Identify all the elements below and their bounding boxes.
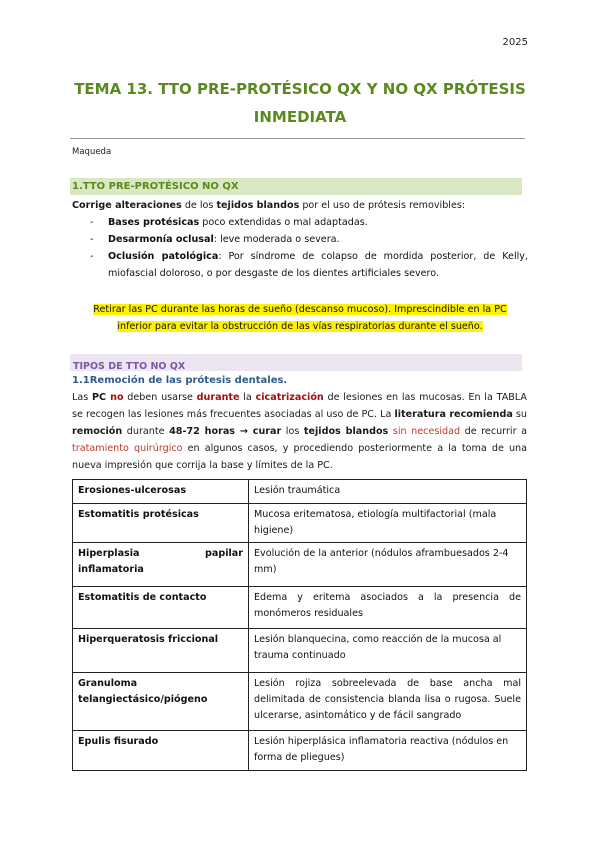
body-text: la — [239, 392, 256, 403]
table-row — [73, 629, 527, 673]
body-emphasis: no — [106, 392, 124, 403]
table-row — [73, 587, 527, 629]
body-bold: remoción — [72, 426, 123, 437]
list-item-text: : leve moderada o severa. — [213, 234, 340, 245]
description-cell: Edema y eritema asociados a la presencia de monómeros residuales — [249, 587, 527, 629]
intro-bold-1: Corrige alteraciones — [72, 200, 182, 211]
intro-text-2: por el uso de prótesis removibles: — [299, 200, 466, 211]
table-row — [73, 731, 527, 771]
lesion-text: Hiperplasia — [78, 548, 140, 559]
description-cell: Lesión rojiza sobreelevada de base ancha mal delimitada de consistencia blanda lisa o rugosa. Suele ulcerarse, asintomático y de fácil sangrado — [249, 673, 527, 731]
header-year: 2025 — [502, 37, 528, 48]
description-cell: Mucosa eritematosa, etiología multifactorial (mala higiene) — [249, 504, 527, 543]
title-divider — [70, 138, 525, 139]
body-text: su — [512, 409, 527, 420]
lesion-text: Granuloma — [78, 678, 138, 689]
lesion-cell: Hiperqueratosis friccional — [73, 629, 249, 673]
section-heading-tipos — [70, 354, 522, 371]
highlighted-note — [80, 301, 520, 335]
body-bold: tejidos blandos — [303, 426, 389, 437]
body-text: en algunos casos, y procediendo posteriormente a la toma de una nueva impresión que corrija la base y límites de la PC. — [72, 443, 528, 471]
lesion-text: telangiectásico/piógeno — [78, 694, 208, 705]
body-bold: PC — [91, 392, 107, 403]
list-item — [88, 231, 528, 248]
body-text: durante — [122, 426, 170, 437]
table-row — [73, 543, 527, 587]
subsection-heading: 1.1Remoción de las prótesis dentales. — [72, 375, 288, 386]
table-row — [73, 504, 527, 543]
list-item-text: poco extendidas o mal adaptadas. — [199, 217, 368, 228]
lesion-cell: Estomatitis protésicas — [73, 504, 249, 543]
body-emphasis: durante — [196, 392, 240, 403]
table-row — [73, 480, 527, 504]
description-cell: Lesión hiperplásica inflamatoria reactiva (nódulos en forma de pliegues) — [249, 731, 527, 771]
author-name: Maqueda — [72, 147, 112, 157]
lesion-cell — [73, 673, 249, 731]
list-item-text: : Por síndrome de colapso de mordida posterior, de Kelly, miofascial doloroso, o por desgaste de los dientes artificiales severo. — [108, 251, 528, 279]
body-emphasis: cicatrización — [255, 392, 324, 403]
body-text: de recurrir a — [460, 426, 527, 437]
body-bold: literatura recomienda — [394, 409, 513, 420]
lesion-cell: Erosiones-ulcerosas — [73, 480, 249, 504]
body-red: sin necesidad — [392, 426, 461, 437]
list-item — [88, 214, 528, 231]
lesion-text: papilar — [205, 548, 243, 559]
lesion-text: inflamatoria — [78, 564, 144, 575]
body-text: Las — [72, 392, 92, 403]
lesion-cell: Estomatitis de contacto — [73, 587, 249, 629]
list-item-term: Oclusión patológica — [108, 251, 219, 262]
intro-text-1: de los — [181, 200, 217, 211]
description-cell: Lesión blanquecina, como reacción de la mucosa al trauma continuado — [249, 629, 527, 673]
list-item-term: Bases protésicas — [108, 217, 200, 228]
section-heading-no-qx: 1.TTO PRE-PROTÉSICO NO QX — [70, 178, 522, 195]
lesion-cell: Epulis fisurado — [73, 731, 249, 771]
list-item-term: Desarmonía oclusal — [108, 234, 214, 245]
highlight-line-1: Retirar las PC durante las horas de sueño (descanso mucoso). Imprescindible en la PC — [93, 304, 507, 315]
description-cell: Evolución de la anterior (nódulos aframbuesados 2-4 mm) — [249, 543, 527, 587]
section-intro — [72, 197, 527, 214]
body-text: de lesiones en las mucosas. En la TABLA se recogen las lesiones más frecuentes asociadas al uso de PC. La — [72, 392, 527, 420]
page-title: TEMA 13. TTO PRE-PROTÉSICO QX Y NO QX PRÓTESIS INMEDIATA — [74, 80, 526, 126]
highlight-line-2: inferior para evitar la obstrucción de las vías respiratorias durante el sueño. — [117, 321, 483, 332]
body-text: los — [281, 426, 304, 437]
lesion-cell — [73, 543, 249, 587]
intro-bold-2: tejidos blandos — [216, 200, 300, 211]
list-item — [88, 248, 528, 282]
body-bold: 48-72 horas → curar — [169, 426, 282, 437]
cause-list — [88, 214, 528, 282]
body-paragraph — [72, 389, 527, 474]
lesions-table — [72, 479, 527, 771]
tipos-heading-text: TIPOS DE TTO NO QX — [73, 361, 186, 372]
description-cell: Lesión traumática — [249, 480, 527, 504]
body-red: tratamiento quirúrgico — [72, 443, 183, 454]
body-text: deben usarse — [123, 392, 197, 403]
table-row — [73, 673, 527, 731]
